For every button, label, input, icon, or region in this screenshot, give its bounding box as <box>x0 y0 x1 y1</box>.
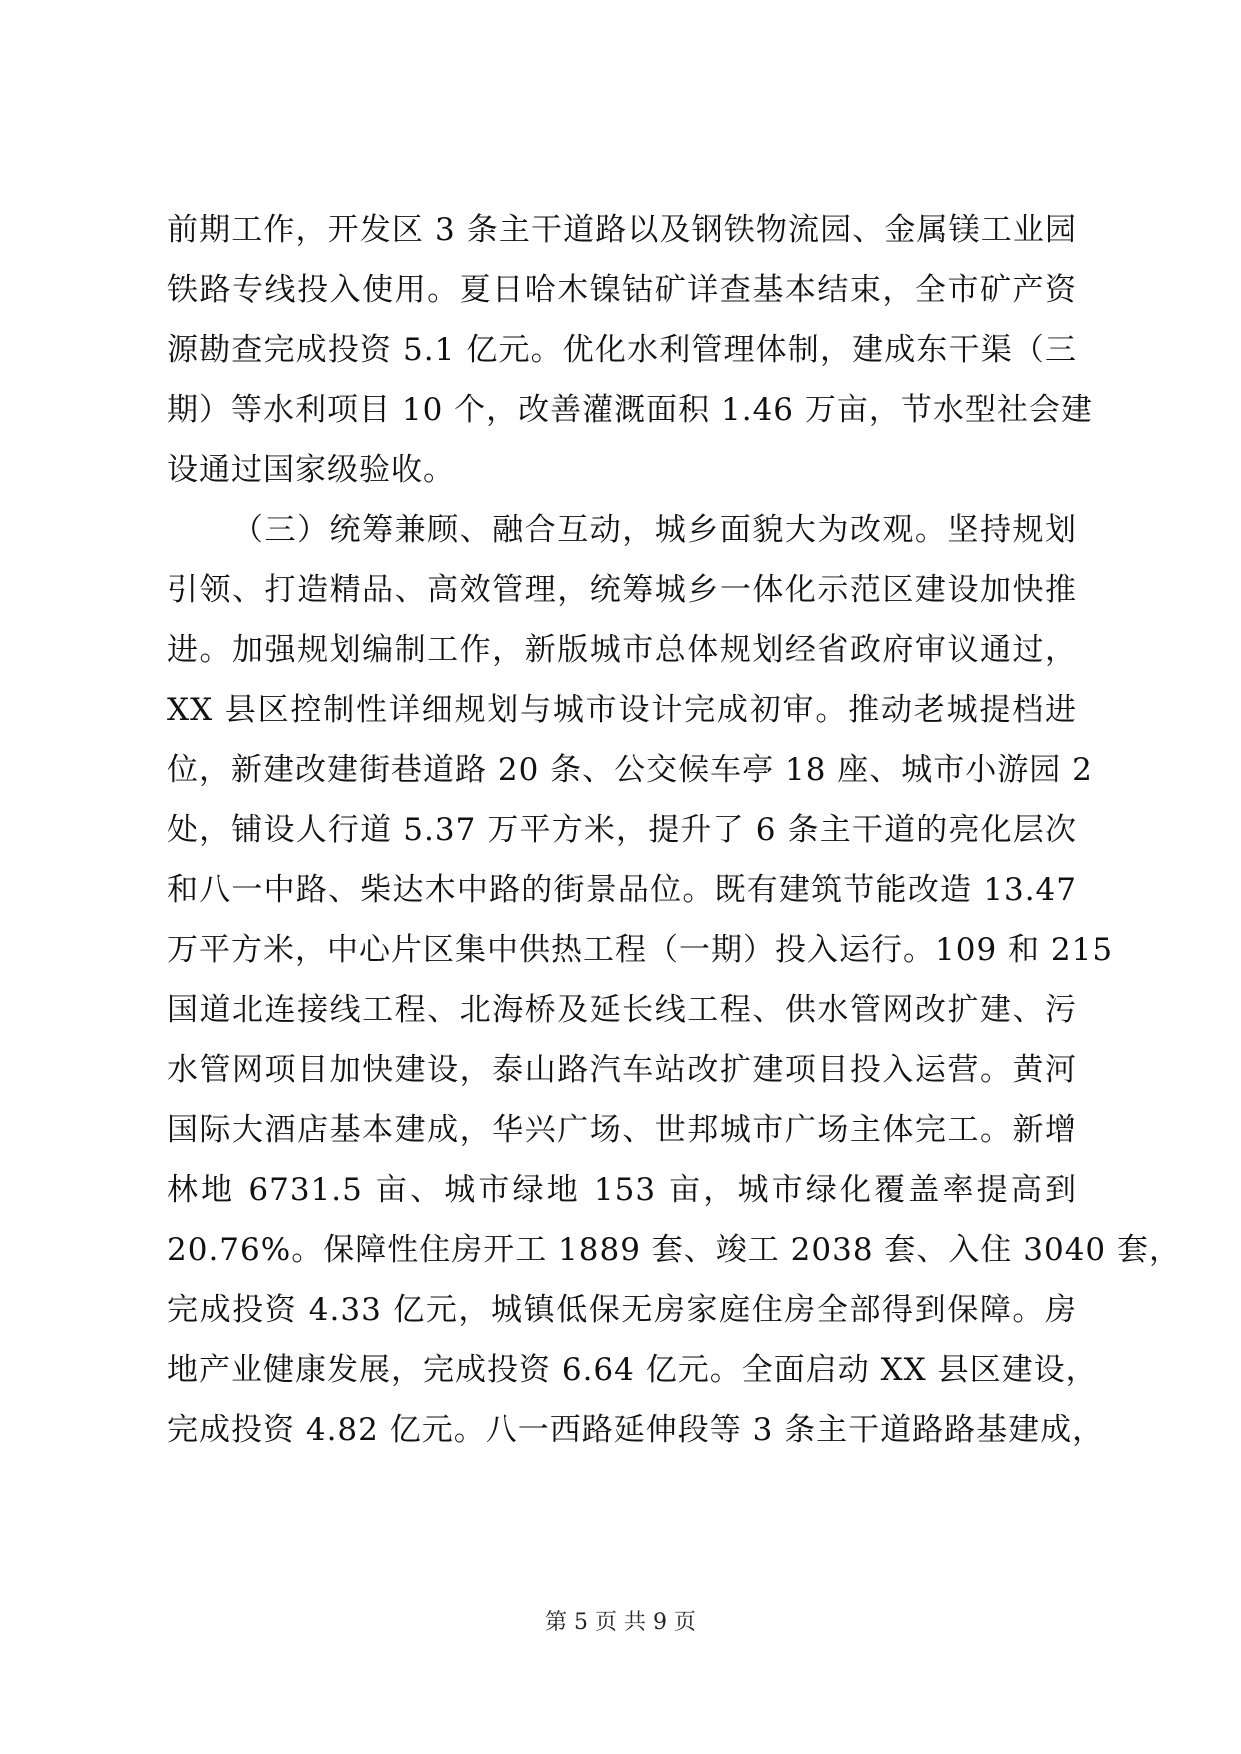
text-line: 设通过国家级验收。 <box>167 452 455 488</box>
text-line: 前期工作，开发区 3 条主干道路以及钢铁物流园、金属镁工业园 <box>167 212 1077 248</box>
text-line: 铁路专线投入使用。夏日哈木镍钴矿详查基本结束，全市矿产资 <box>167 272 1077 308</box>
text-line: 万平方米，中心片区集中供热工程（一期）投入运行。109 和 215 <box>167 932 1114 968</box>
text-line: 进。加强规划编制工作，新版城市总体规划经省政府审议通过， <box>167 632 1077 668</box>
text-line: XX 县区控制性详细规划与城市设计完成初审。推动老城提档进 <box>167 692 1077 728</box>
text-line: 引领、打造精品、高效管理，统筹城乡一体化示范区建设加快推 <box>167 572 1077 608</box>
text-line: 源勘查完成投资 5.1 亿元。优化水利管理体制，建成东干渠（三 <box>167 332 1077 368</box>
text-line: 和八一中路、柴达木中路的街景品位。既有建筑节能改造 13.47 <box>167 872 1077 908</box>
text-line: 处，铺设人行道 5.37 万平方米，提升了 6 条主干道的亮化层次 <box>167 812 1077 848</box>
text-line: 20.76%。保障性住房开工 1889 套、竣工 2038 套、入住 3040 套， <box>167 1232 1182 1268</box>
text-line: 林地 6731.5 亩、城市绿地 153 亩，城市绿化覆盖率提高到 <box>167 1172 1077 1208</box>
text-line: 完成投资 4.33 亿元，城镇低保无房家庭住房全部得到保障。房 <box>167 1292 1077 1328</box>
paragraph-heading-line: （三）统筹兼顾、融合互动，城乡面貌大为改观。坚持规划 <box>232 512 1077 548</box>
text-line: 国道北连接线工程、北海桥及延长线工程、供水管网改扩建、污 <box>167 992 1077 1028</box>
text-line: 水管网项目加快建设，泰山路汽车站改扩建项目投入运营。黄河 <box>167 1052 1077 1088</box>
text-line: 国际大酒店基本建成，华兴广场、世邦城市广场主体完工。新增 <box>167 1112 1077 1148</box>
text-line: 完成投资 4.82 亿元。八一西路延伸段等 3 条主干道路路基建成， <box>167 1412 1105 1448</box>
text-line: 期）等水利项目 10 个，改善灌溉面积 1.46 万亩，节水型社会建 <box>167 392 1093 428</box>
text-line: 位，新建改建街巷道路 20 条、公交候车亭 18 座、城市小游园 2 <box>167 752 1093 788</box>
page-number-footer: 第 5 页 共 9 页 <box>545 1610 696 1635</box>
text-line: 地产业健康发展，完成投资 6.64 亿元。全面启动 XX 县区建设， <box>167 1352 1098 1388</box>
